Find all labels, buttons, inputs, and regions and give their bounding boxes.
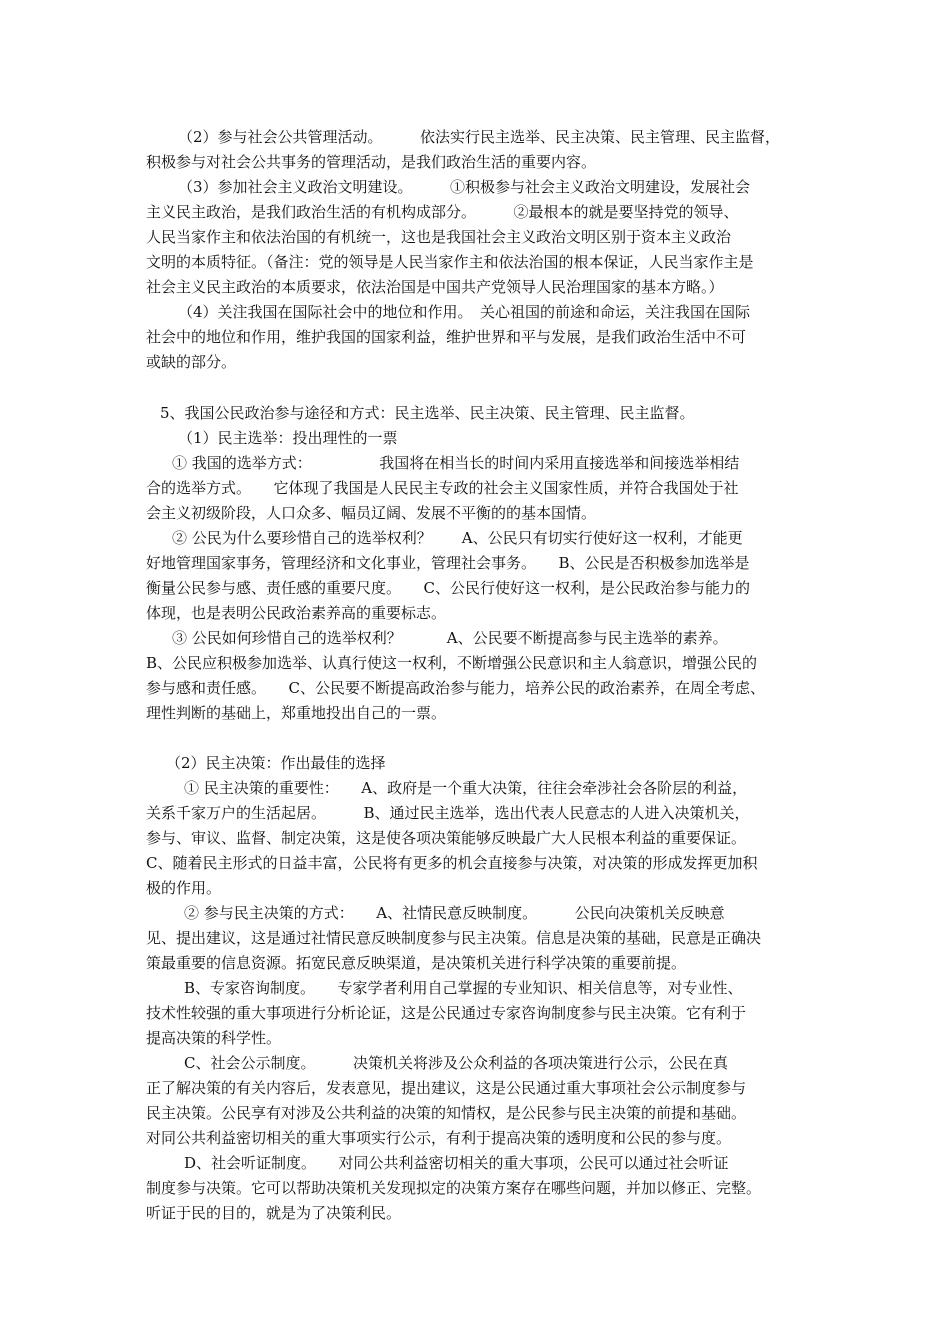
text-line: 会主义初级阶段，人口众多、幅员辽阔、发展不平衡的的基本国情。 bbox=[146, 504, 597, 522]
text-line: 好地管理国家事务，管理经济和文化事业，管理社会事务。 B、公民是否积极参加选举是 bbox=[146, 554, 750, 572]
text-line: 参与、审议、监督、制定决策，这是使各项决策能够反映最广大人民根本利益的重要保证。 bbox=[146, 829, 747, 847]
text-line: 极的作用。 bbox=[146, 879, 222, 897]
text-line: 技术性较强的重大事项进行分析论证，这是公民通过专家咨询制度参与民主决策。它有利于 bbox=[146, 1004, 747, 1022]
text-line: 主义民主政治，是我们政治生活的有机构成部分。 ②最根本的就是要坚持党的领导、 bbox=[146, 203, 739, 221]
text-line: 对同公共利益密切相关的重大事项实行公示，有利于提高决策的透明度和公民的参与度。 bbox=[146, 1129, 732, 1147]
subsection-heading: （2）民主决策：作出最佳的选择 bbox=[166, 754, 386, 772]
text-line: B、公民应积极参加选举、认真行使这一权利，不断增强公民意识和主人翁意识，增强公民的 bbox=[146, 654, 758, 672]
text-line: ① 我国的选举方式： 我国将在相当长的时间内采用直接选举和间接选举相结 bbox=[172, 454, 740, 472]
text-line: （2）参与社会公共管理活动。 依法实行民主选举、民主决策、民主管理、民主监督， bbox=[178, 128, 781, 146]
text-line: 人民当家作主和依法治国的有机统一，这也是我国社会主义政治文明区别于资本主义政治 bbox=[146, 228, 732, 246]
text-line: （4）关注我国在国际社会中的地位和作用。 关心祖国的前途和命运，关注我国在国际 bbox=[178, 303, 751, 321]
text-line: 理性判断的基础上，郑重地投出自己的一票。 bbox=[146, 704, 447, 722]
text-line: C、社会公示制度。 决策机关将涉及公众利益的各项决策进行公示，公民在真 bbox=[184, 1054, 728, 1072]
text-line: 体现，也是表明公民政治素养高的重要标志。 bbox=[146, 604, 447, 622]
text-line: 文明的本质特征。（备注：党的领导是人民当家作主和依法治国的根本保证，人民当家作主是 bbox=[146, 253, 754, 271]
text-line: 策最重要的信息资源。拓宽民意反映渠道，是决策机关进行科学决策的重要前提。 bbox=[146, 954, 687, 972]
text-line: 民主决策。公民享有对涉及公共利益的决策的知情权，是公民参与民主决策的前提和基础。 bbox=[146, 1104, 747, 1122]
text-line: 听证于民的目的，就是为了决策利民。 bbox=[146, 1204, 402, 1222]
text-line: D、社会听证制度。 对同公共利益密切相关的重大事项，公民可以通过社会听证 bbox=[184, 1154, 729, 1172]
text-line: （3）参加社会主义政治文明建设。 ①积极参与社会主义政治文明建设，发展社会 bbox=[178, 178, 751, 196]
text-line: ① 民主决策的重要性： A、政府是一个重大决策，往往会牵涉社会各阶层的利益， bbox=[184, 779, 748, 797]
text-line: 正了解决策的有关内容后，发表意见，提出建议，这是公民通过重大事项社会公示制度参与 bbox=[146, 1079, 747, 1097]
text-line: 合的选举方式。 它体现了我国是人民民主专政的社会主义国家性质，并符合我国处于社 bbox=[146, 479, 739, 497]
text-line: 制度参与决策。它可以帮助决策机关发现拟定的决策方案存在哪些问题，并加以修正、完整。 bbox=[146, 1179, 762, 1197]
text-line: ② 参与民主决策的方式： A、社情民意反映制度。 公民向决策机关反映意 bbox=[184, 904, 725, 922]
text-line: ③ 公民如何珍惜自己的选举权利？ A、公民要不断提高参与民主选举的素养。 bbox=[172, 629, 728, 647]
text-line: C、随着民主形式的日益丰富，公民将有更多的机会直接参与决策，对决策的形成发挥更加积 bbox=[146, 854, 758, 872]
text-line: 或缺的部分。 bbox=[146, 353, 237, 371]
subsection-heading: （1）民主选举：投出理性的一票 bbox=[178, 429, 398, 447]
text-line: 见、提出建议，这是通过社情民意反映制度参与民主决策。信息是决策的基础，民意是正确决 bbox=[146, 929, 762, 947]
text-line: ② 公民为什么要珍惜自己的选举权利？ A、公民只有切实行使好这一权利，才能更 bbox=[172, 529, 743, 547]
text-line: 参与感和责任感。 C、公民要不断提高政治参与能力，培养公民的政治素养，在周全考虑、 bbox=[146, 679, 765, 697]
text-line: 积极参与对社会公共事务的管理活动，是我们政治生活的重要内容。 bbox=[146, 153, 597, 171]
text-line: B、专家咨询制度。 专家学者利用自己掌握的专业知识、相关信息等，对专业性、 bbox=[184, 979, 743, 997]
text-line: 社会主义民主政治的本质要求，依法治国是中国共产党领导人民治理国家的基本方略。） bbox=[146, 278, 724, 296]
text-line: 衡量公民参与感、责任感的重要尺度。 C、公民行使好这一权利，是公民政治参与能力的 bbox=[146, 579, 750, 597]
text-line: 社会中的地位和作用，维护我国的国家利益，维护世界和平与发展，是我们政治生活中不可 bbox=[146, 328, 747, 346]
text-line: 提高决策的科学性。 bbox=[146, 1029, 282, 1047]
text-line: 关系千家万户的生活起居。 B、通过民主选举，选出代表人民意志的人进入决策机关， bbox=[146, 804, 750, 822]
section-heading: 5、我国公民政治参与途径和方式：民主选举、民主决策、民主管理、民主监督。 bbox=[160, 404, 695, 422]
